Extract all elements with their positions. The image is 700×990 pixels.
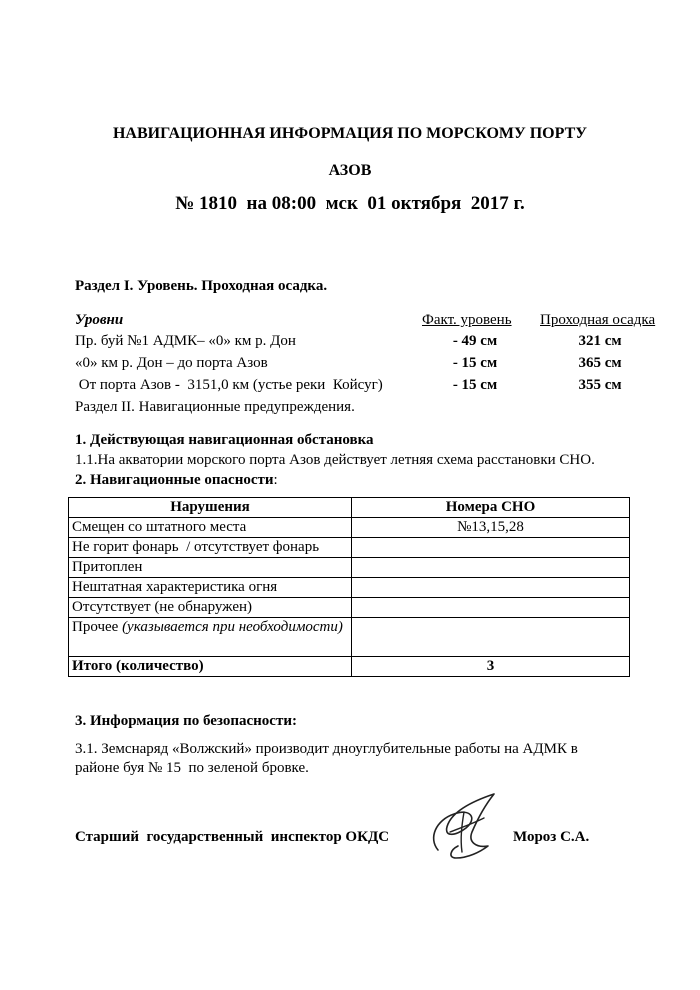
level-row-name: От порта Азов - 3151,0 км (устье реки Койсуг) <box>75 377 383 393</box>
table-row <box>69 518 630 538</box>
table-row <box>69 598 630 618</box>
level-row-draft: 321 см <box>578 333 622 349</box>
handwritten-signature <box>420 788 510 868</box>
inspector-position: Старший государственный инспектор ОКДС <box>75 829 390 845</box>
inspector-name: Мороз С.А. <box>513 829 590 845</box>
levels-column-header: Уровни <box>75 312 124 328</box>
table-row <box>69 538 630 558</box>
draft-column-header: Проходная осадка <box>540 312 656 328</box>
buoy-numbers-cell <box>352 538 630 558</box>
fact-level-column-header: Факт. уровень <box>422 312 512 328</box>
nav-dangers-colon: : <box>273 472 278 488</box>
violation-label: Не горит фонарь / отсутствует фонарь <box>69 538 352 558</box>
level-row-fact: - 49 см <box>452 333 498 349</box>
nav-situation-text: 1.1.На акватории морского порта Азов действует летняя схема расстановки СНО. <box>75 452 595 468</box>
level-row-fact: - 15 см <box>452 355 498 371</box>
violation-label: Притоплен <box>69 558 352 578</box>
section2-heading: Раздел II. Навигационные предупреждения. <box>75 399 355 415</box>
violation-label: Нештатная характеристика огня <box>69 578 352 598</box>
level-row-name: «0» км р. Дон – до порта Азов <box>75 355 268 371</box>
nav-dangers-heading-text: 2. Навигационные опасности <box>75 472 274 488</box>
safety-info-line: 3.1. Земснаряд «Волжский» производит дноуглубительные работы на АДМК в <box>75 741 578 757</box>
nav-dangers-heading <box>75 472 278 489</box>
doc-number-date: № 1810 на 08:00 мск 01 октября 2017 г. <box>175 193 525 214</box>
section1-heading: Раздел I. Уровень. Проходная осадка. <box>75 278 328 294</box>
nav-situation-heading: 1. Действующая навигационная обстановка <box>75 432 374 448</box>
buoy-numbers-column-header: Номера СНО <box>352 498 630 518</box>
buoy-numbers-cell <box>352 578 630 598</box>
buoy-numbers-cell <box>352 598 630 618</box>
level-row-name: Пр. буй №1 АДМК– «0» км р. Дон <box>75 333 296 349</box>
table-row-other <box>69 618 630 657</box>
total-label: Итого (количество) <box>69 657 352 677</box>
other-note: (указывается при необходимости) <box>122 619 343 635</box>
doc-port-name: АЗОВ <box>328 162 372 179</box>
buoy-numbers-cell <box>352 558 630 578</box>
table-header-row <box>69 498 630 518</box>
safety-info-heading: 3. Информация по безопасности: <box>75 713 297 729</box>
table-total-row <box>69 657 630 677</box>
buoy-numbers-cell: №13,15,28 <box>352 518 630 538</box>
other-label: Прочее <box>72 619 123 635</box>
nav-dangers-table <box>68 497 630 677</box>
level-row-fact: - 15 см <box>452 377 498 393</box>
table-row <box>69 558 630 578</box>
violation-label: Отсутствует (не обнаружен) <box>69 598 352 618</box>
violation-label: Смещен со штатного места <box>69 518 352 538</box>
level-row-draft: 355 см <box>578 377 622 393</box>
total-value: 3 <box>352 657 630 677</box>
doc-title: НАВИГАЦИОННАЯ ИНФОРМАЦИЯ ПО МОРСКОМУ ПОРТУ <box>112 125 587 142</box>
other-label-cell <box>69 618 352 657</box>
table-row <box>69 578 630 598</box>
buoy-numbers-cell <box>352 618 630 657</box>
safety-info-line: районе буя № 15 по зеленой бровке. <box>75 760 309 776</box>
violations-column-header: Нарушения <box>69 498 352 518</box>
level-row-draft: 365 см <box>578 355 622 371</box>
